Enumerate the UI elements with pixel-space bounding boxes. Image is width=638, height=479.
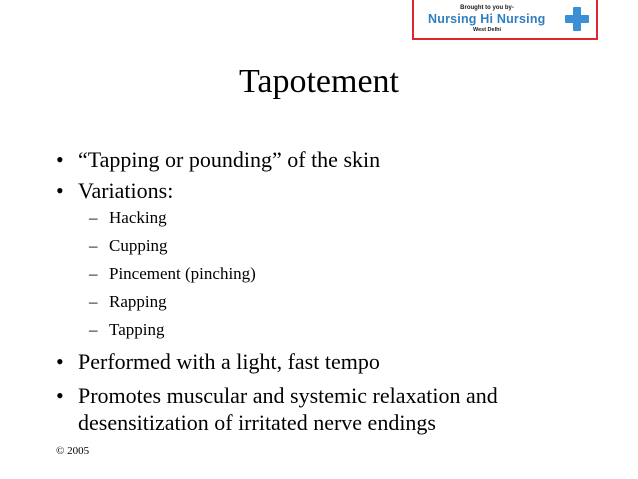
sub-bullet-item — [89, 236, 168, 256]
medical-cross-icon — [564, 6, 590, 32]
logo-location: West Delhi — [472, 27, 501, 33]
sub-bullet-marker: – — [89, 320, 98, 339]
sub-bullet-text: Pincement (pinching) — [109, 264, 256, 283]
sub-bullet-item — [89, 264, 256, 284]
bullet-marker: • — [56, 383, 64, 408]
bullet-text: Performed with a light, fast tempo — [78, 349, 380, 374]
sub-bullet-text: Rapping — [109, 292, 167, 311]
bullet-marker: • — [56, 147, 64, 172]
sub-bullet-marker: – — [89, 292, 98, 311]
bullet-item — [56, 348, 596, 375]
sub-bullet-item — [89, 320, 164, 340]
logo-brand-name: Nursing Hi Nursing — [428, 12, 546, 26]
logo-tagline: Brought to you by- — [460, 5, 514, 11]
sub-bullet-marker: – — [89, 236, 98, 255]
bullet-text: “Tapping or pounding” of the skin — [78, 147, 381, 172]
bullet-marker: • — [56, 178, 64, 203]
sub-bullet-text: Hacking — [109, 208, 167, 227]
copyright-footer: © 2005 — [56, 445, 90, 457]
sub-bullet-text: Tapping — [109, 320, 165, 339]
sub-bullet-item — [89, 292, 167, 312]
sub-bullet-marker: – — [89, 264, 98, 283]
sub-bullet-item — [89, 208, 167, 228]
bullet-item — [56, 146, 596, 173]
brand-logo — [412, 0, 598, 40]
bullet-item — [56, 177, 596, 204]
bullet-text: Promotes muscular and systemic relaxation and desensitization of irritated nerve endings — [78, 383, 498, 435]
bullet-marker: • — [56, 349, 64, 374]
bullet-item — [56, 382, 596, 436]
bullet-text: Variations: — [78, 178, 174, 203]
slide-title: Tapotement — [238, 63, 399, 100]
sub-bullet-text: Cupping — [109, 236, 168, 255]
sub-bullet-marker: – — [89, 208, 98, 227]
